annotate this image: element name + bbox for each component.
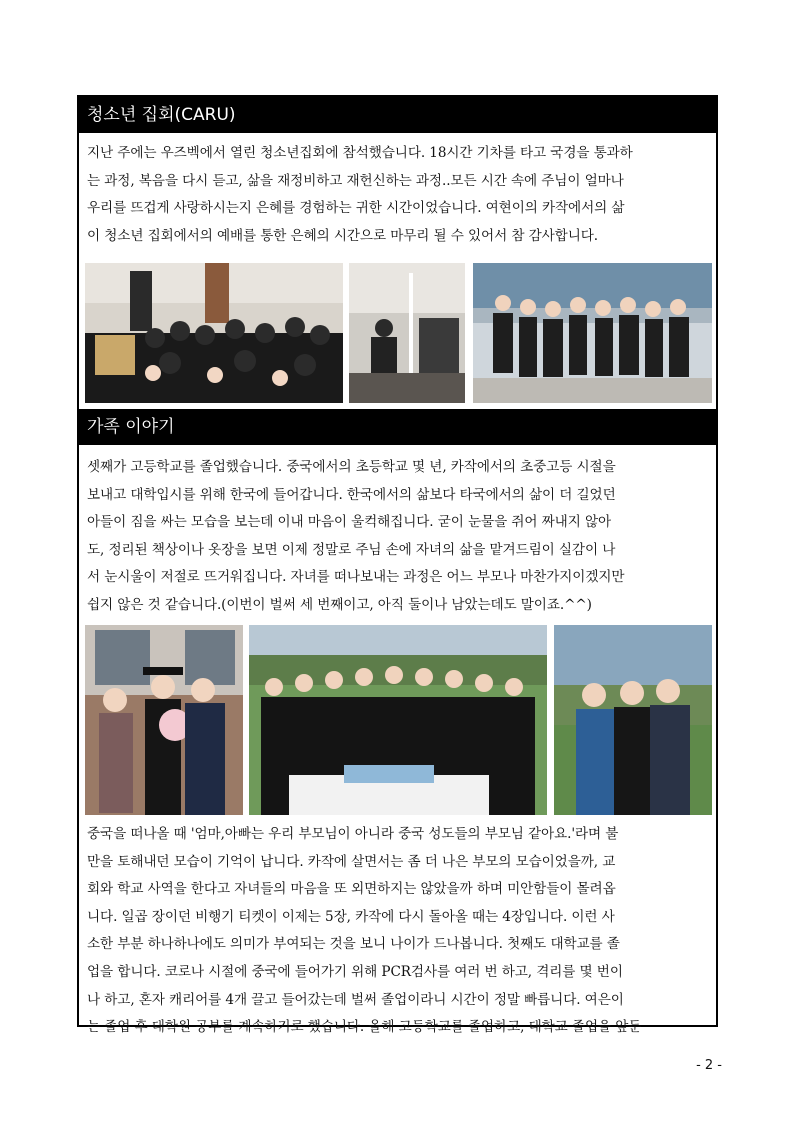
text-line: 회와 학교 사역을 한다고 자녀들의 마음을 또 외면하지는 않았을까 하며 미안함들이 몰려옵 [87,881,616,898]
section-header-family-story: 가족 이야기 [79,409,716,445]
page-number: - 2 - [696,1058,722,1073]
text-line: 나 하고, 혼자 캐리어를 4개 끌고 들어갔는데 벌써 졸업이라니 시간이 정말 빠릅니다. 여은이 [87,991,624,1008]
text-line: 이 청소년 집회에서의 예배를 통한 은혜의 시간으로 마무리 될 수 있어서 참 감사합니다. [87,227,598,244]
text-line: 도, 정리된 책상이나 옷장을 보면 이제 정말로 주님 손에 자녀의 삶을 맡겨드림이 실감이 나 [87,541,616,558]
newsletter-frame [77,95,718,1036]
photo-three-brothers [554,625,712,815]
family-story-paragraph-continued [87,821,707,1042]
photo-stage-musician [349,263,465,403]
youth-gathering-paragraph [87,140,707,250]
text-line: 쉽지 않은 것 같습니다.(이번이 벌써 세 번째이고, 아직 둘이나 남았는데도 말이죠.^^) [87,596,592,613]
text-line: 니다. 일곱 장이던 비행기 티켓이 이제는 5장, 카작에 다시 돌아올 때는 4장입니다. 이런 사 [87,908,615,925]
section-header-youth-gathering: 청소년 집회(CARU) [79,97,716,133]
photo-graduate-with-parents [85,625,243,815]
text-line: 업을 합니다. 코로나 시절에 중국에 들어가기 위해 PCR검사를 여러 번 하고, 격리를 몇 번이 [87,963,623,980]
text-line: 중국을 떠나올 때 '엄마,아빠는 우리 부모님이 아니라 중국 성도들의 부모님 같아요.'라며 불 [87,826,619,842]
text-line: 지난 주에는 우즈벡에서 열린 청소년집회에 참석했습니다. 18시간 기차를 타고 국경을 통과하 [87,145,633,161]
family-story-paragraph [87,454,707,620]
text-line: 서 눈시울이 저절로 뜨거워집니다. 자녀를 떠나보내는 과정은 어느 부모나 마찬가지이겠지만 [87,569,625,586]
text-line: 우리를 뜨겁게 사랑하시는지 은혜를 경험하는 귀한 시간이었습니다. 여현이의 카작에서의 삶 [87,200,625,217]
photo-graduation-class [249,625,547,815]
text-line: 셋째가 고등학교를 졸업했습니다. 중국에서의 초등학교 몇 년, 카작에서의 초중고등 시절을 [87,459,616,475]
text-line: 보내고 대학입시를 위해 한국에 들어갑니다. 한국에서의 삶보다 타국에서의 삶이 더 길었던 [87,486,616,503]
photo-group-station [473,263,712,403]
photo-worship-crowd [85,263,343,403]
text-line: 만을 토해내던 모습이 기억이 납니다. 카작에 살면서는 좀 더 나은 부모의 모습이었을까, 교 [87,853,616,870]
text-line: 는 졸업 후 대학원 공부를 계속하기로 했습니다. 올해 고등학교를 졸업하고, 대학교 졸업을 앞둔 [87,1019,642,1036]
text-line: 소한 부분 하나하나에도 의미가 부여되는 것을 보니 나이가 드나봅니다. 첫째도 대학교를 졸 [87,936,620,953]
text-line: 는 과정, 복음을 다시 듣고, 삶을 재정비하고 재헌신하는 과정..모든 시간 속에 주님이 얼마나 [87,172,624,189]
text-line: 아들이 짐을 싸는 모습을 보는데 이내 마음이 울컥해집니다. 굳이 눈물을 쥐어 짜내지 않아 [87,514,612,531]
